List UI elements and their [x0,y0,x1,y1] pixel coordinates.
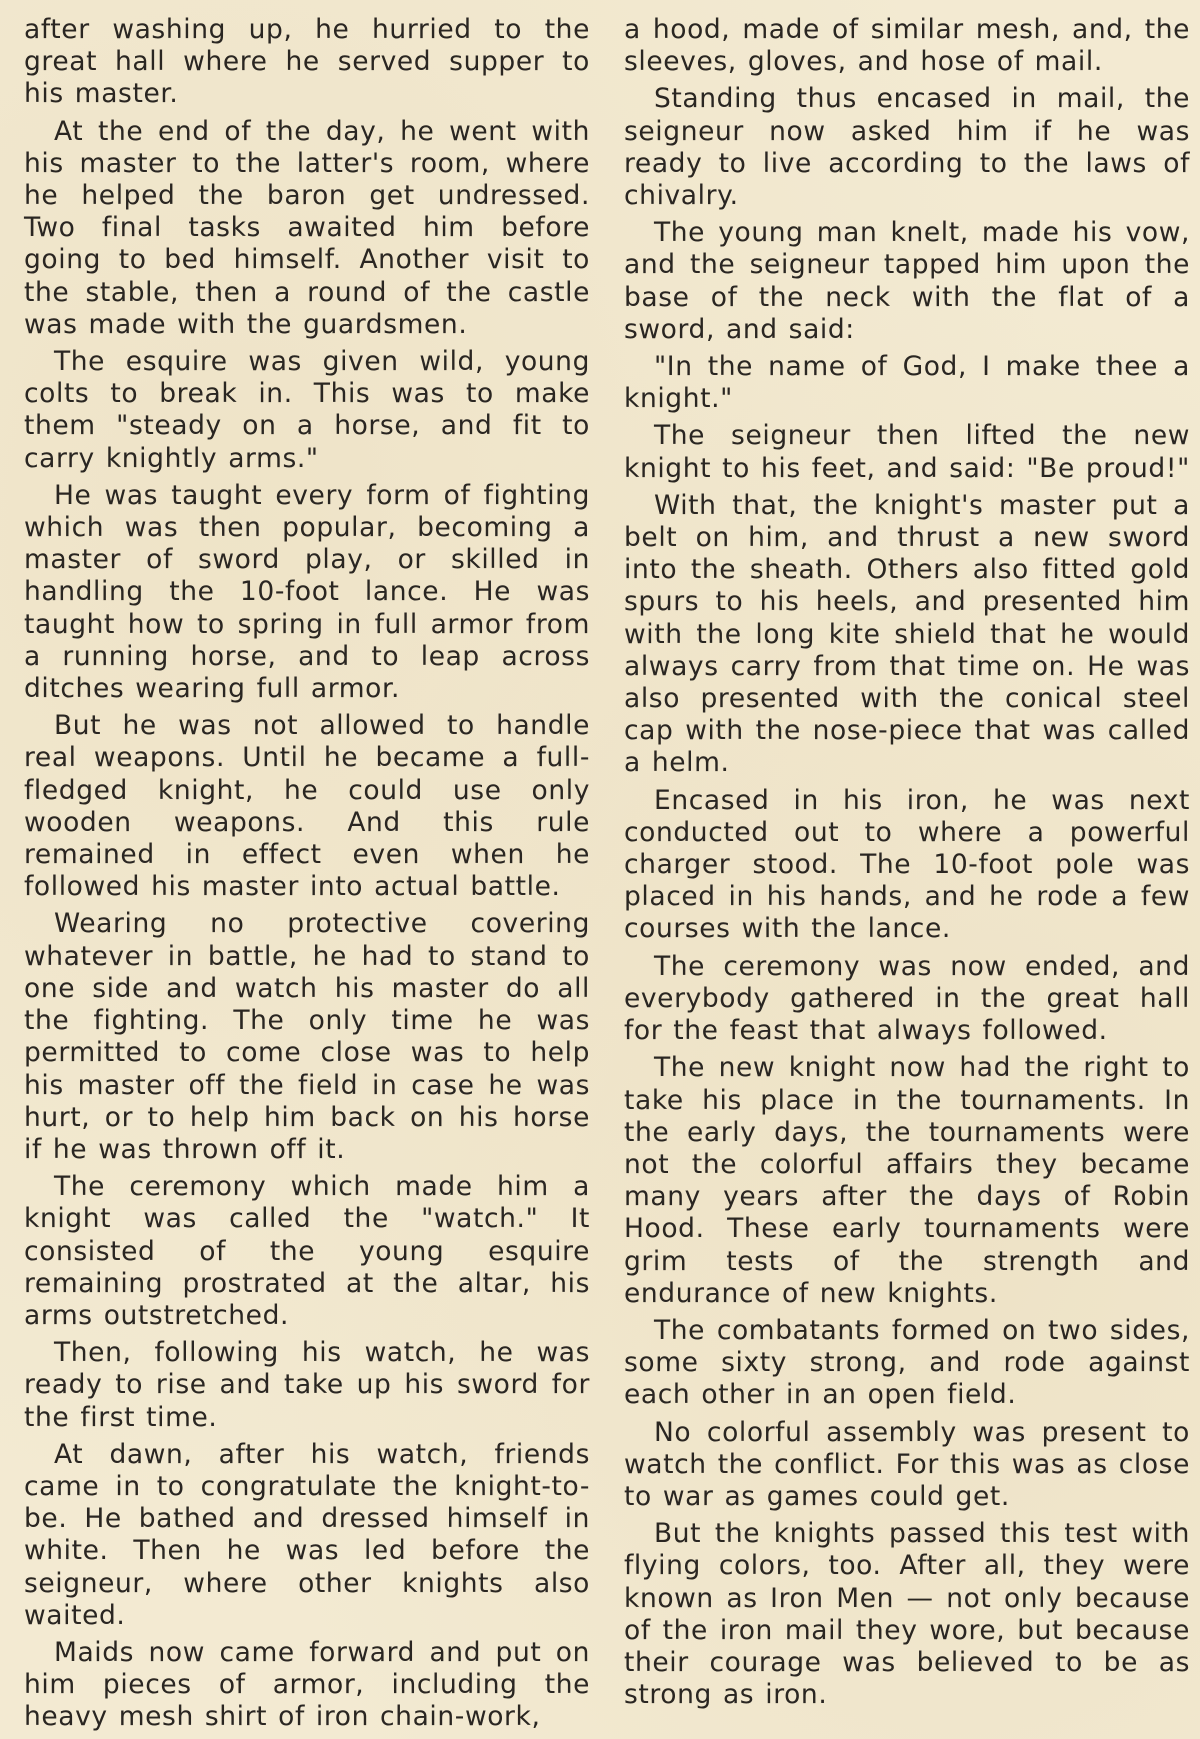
paragraph: He was taught every form of fighting which was then popular, becoming a master of sword play, or skilled in handling the 10-foot lance. He was taught how to spring in full armor from a running horse, and to leap across ditches wearing full armor. [24,479,590,705]
paragraph: Wearing no protective covering whatever in battle, he had to stand to one side and watch his master do all the fighting. The only time he was permitted to come close was to help his master off the field in case he was hurt, or to help him back on his horse if he was thrown off it. [24,908,590,1165]
paragraph: But he was not allowed to handle real weapons. Until he became a full-fledged knight, he could use only wooden weapons. And this rule remained in effect even when he followed his master into actual battle. [24,710,590,903]
paragraph: The combatants formed on two sides, some sixty strong, and rode against each other in an open field. [624,1314,1190,1411]
paragraph: At dawn, after his watch, friends came in to congratulate the knight-to-be. He bathed and dressed himself in white. Then he was led before the seigneur, where other knights also waited. [24,1438,590,1631]
paragraph: The ceremony was now ended, and everybody gathered in the great hall for the feast that always followed. [624,950,1190,1047]
paragraph: The esquire was given wild, young colts to break in. This was to make them "steady on a horse, and fit to carry knightly arms." [24,346,590,474]
paragraph: But the knights passed this test with flying colors, too. After all, they were known as Iron Men — not only because of the iron mail they wore, but because their courage was believed to be as strong as iron. [624,1518,1190,1711]
paragraph: The young man knelt, made his vow, and the seigneur tapped him upon the base of the neck with the flat of a sword, and said: [624,217,1190,345]
paragraph: after washing up, he hurried to the great hall where he served supper to his master. [24,14,590,110]
paragraph: The new knight now had the right to take his place in the tournaments. In the early days, the tournaments were not the colorful affairs they became many years after the days of Robin Hood. These early tournaments were grim tests of the strength and endurance of new knights. [624,1052,1190,1309]
paragraph: "In the name of God, I make thee a knight." [624,351,1190,415]
left-column [24,14,590,1739]
paragraph: Standing thus encased in mail, the seigneur now asked him if he was ready to live according to the laws of chivalry. [624,83,1190,212]
paragraph: The seigneur then lifted the new knight to his feet, and said: "Be proud!" [624,420,1190,484]
right-column [624,14,1190,1739]
paragraph: The ceremony which made him a knight was called the "watch." It consisted of the young esquire remaining prostrated at the altar, his arms outstretched. [24,1171,590,1331]
paragraph: a hood, made of similar mesh, and, the sleeves, gloves, and hose of mail. [624,14,1190,78]
paragraph: No colorful assembly was present to watch the conflict. For this was as close to war as games could get. [624,1416,1190,1512]
paragraph: Encased in his iron, he was next conducted out to where a powerful charger stood. The 10-foot pole was placed in his hands, and he rode a few courses with the lance. [624,784,1190,945]
paragraph: Maids now came forward and put on him pieces of armor, including the heavy mesh shirt of iron chain-work, [24,1636,590,1733]
paragraph: With that, the knight's master put a belt on him, and thrust a new sword into the sheath. Others also fitted gold spurs to his heels, and presented him with the long kite shield that he would always carry from that time on. He was also presented with the conical steel cap with the nose-piece that was called a helm. [624,489,1190,779]
paragraph: Then, following his watch, he was ready to rise and take up his sword for the first time. [24,1337,590,1433]
paragraph: At the end of the day, he went with his master to the latter's room, where he helped the baron get undressed. Two final tasks awaited him before going to bed himself. Another visit to the stable, then a round of the castle was made with the guardsmen. [24,115,590,340]
